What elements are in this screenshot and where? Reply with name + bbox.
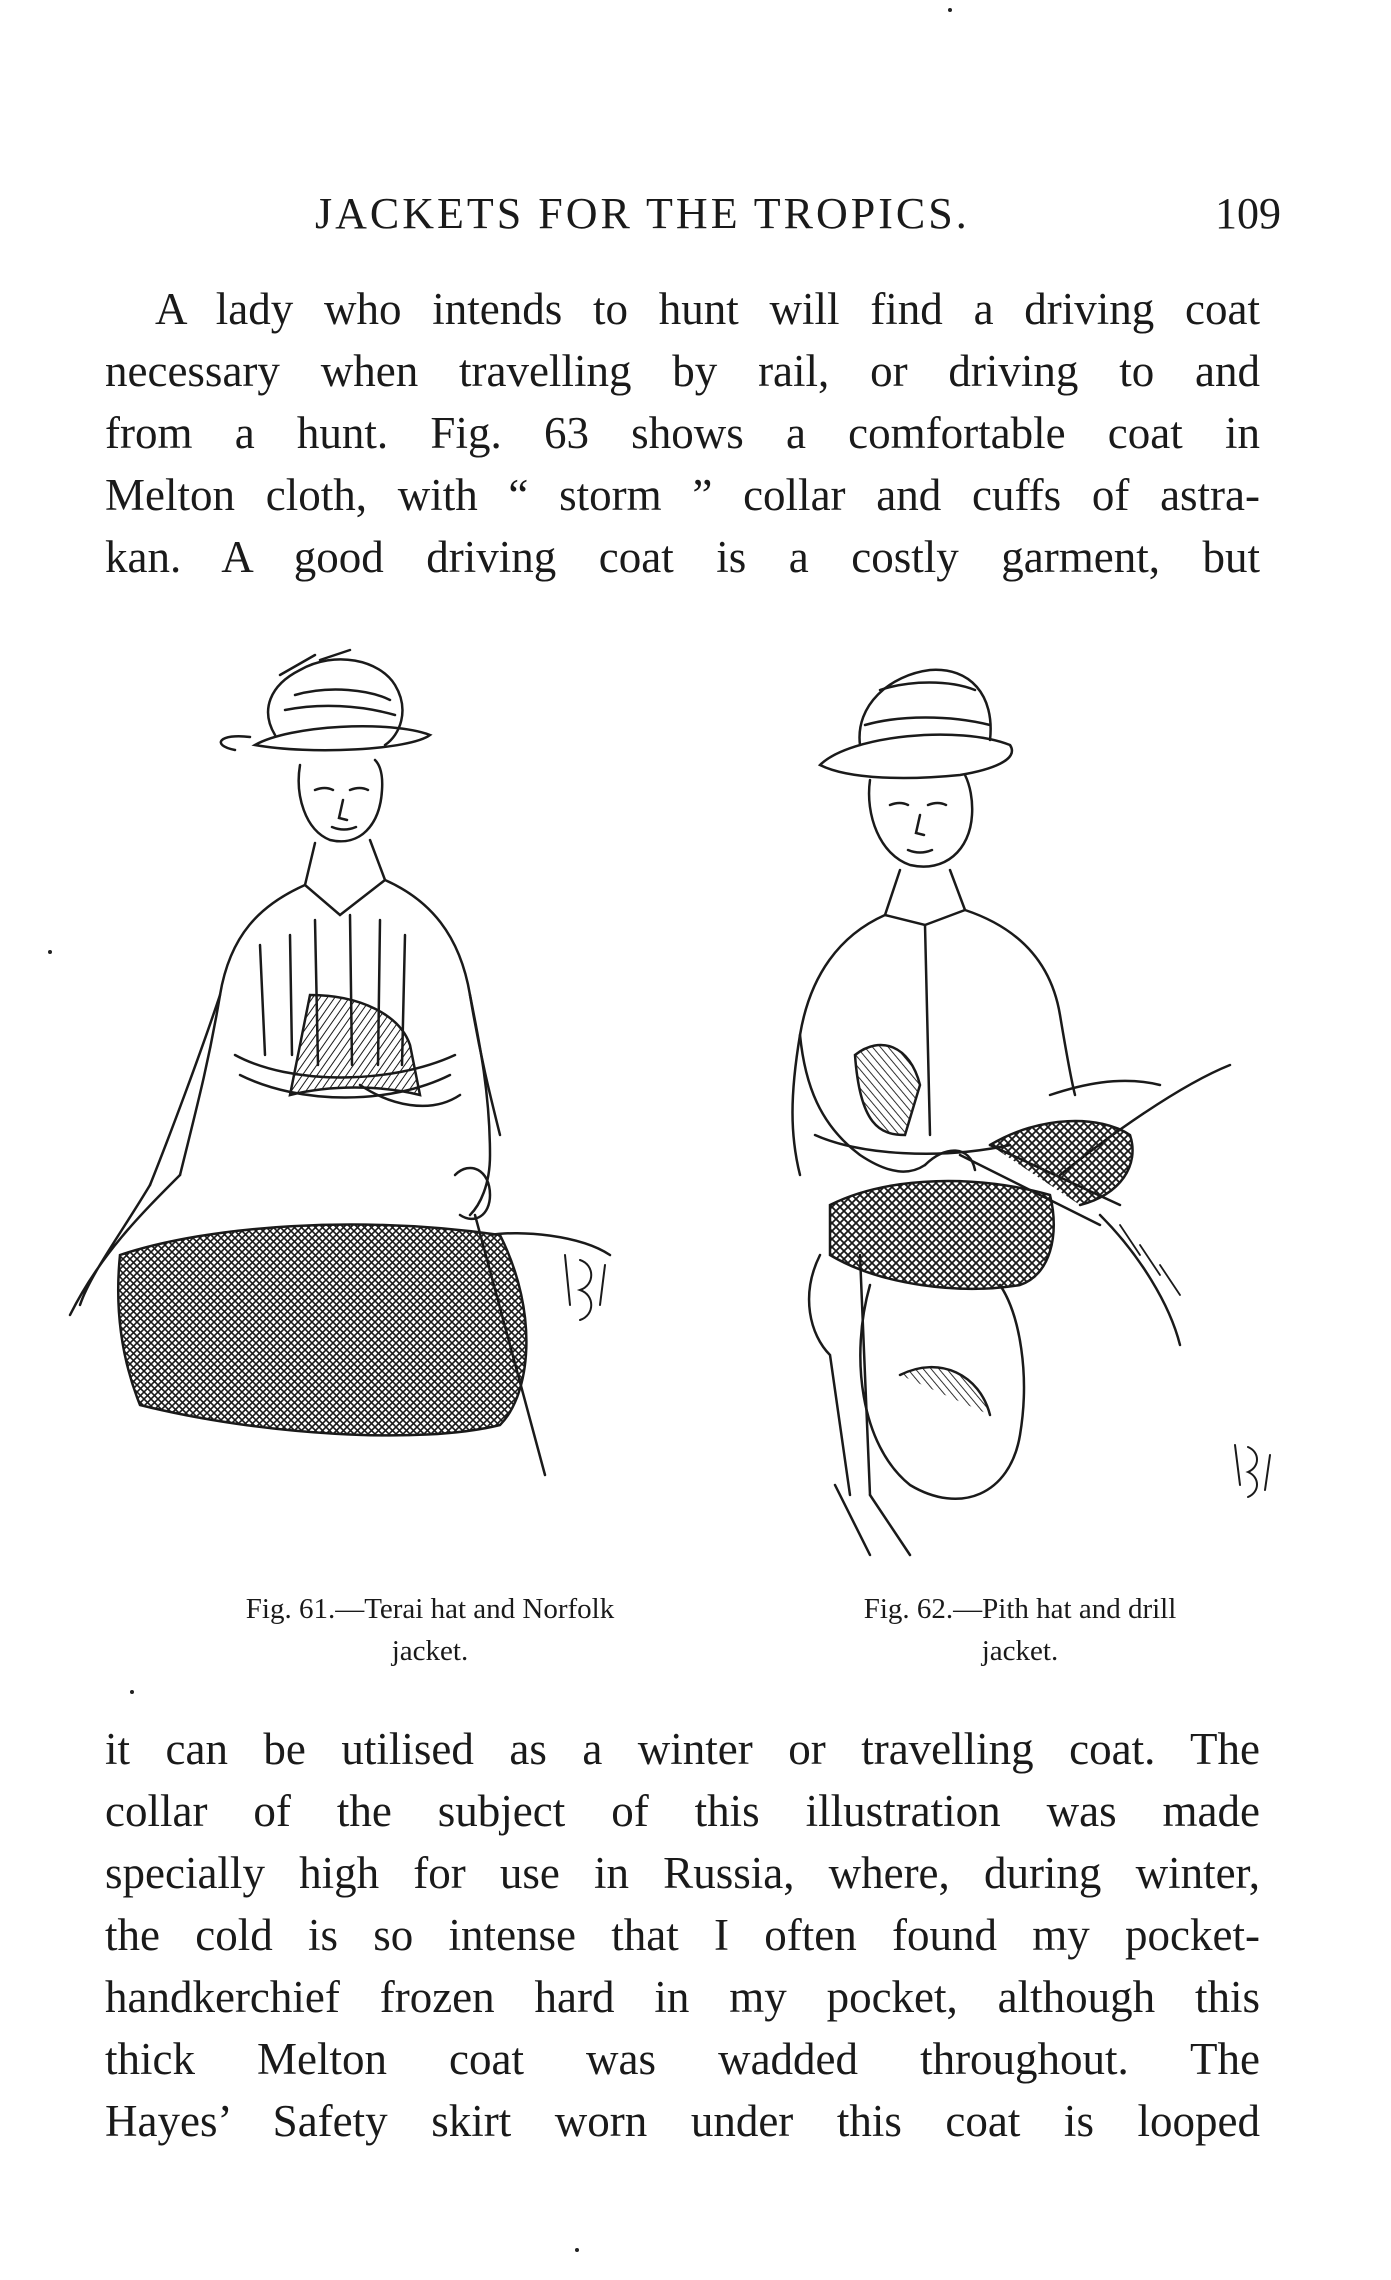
page-number: 109 — [1215, 189, 1281, 238]
running-head — [110, 188, 1281, 244]
text-line: collar of the subject of this illustration was made — [105, 1786, 1260, 1836]
text-line: A lady who intends to hunt will find a driving coat — [155, 284, 1260, 334]
text-line: kan. A good driving coat is a costly garment, but — [105, 532, 1260, 582]
figure-62-caption — [770, 1588, 1270, 1672]
caption-line: Fig. 61.—Terai hat and Norfolk — [245, 1593, 615, 1625]
text-line: it can be utilised as a winter or travelling coat. The — [105, 1724, 1260, 1774]
print-speck — [48, 950, 52, 954]
caption-line: jacket. — [391, 1635, 469, 1667]
text-line: necessary when travelling by rail, or driving to and — [105, 346, 1260, 396]
running-head-title: JACKETS FOR THE TROPICS. — [315, 189, 970, 238]
figure-61-illustration — [60, 615, 760, 1575]
text-line: Hayes’ Safety skirt worn under this coat is looped — [105, 2096, 1260, 2146]
text-line: the cold is so intense that I often found my pocket- — [105, 1910, 1260, 1960]
text-line: from a hunt. Fig. 63 shows a comfortable coat in — [105, 408, 1260, 458]
text-line: handkerchief frozen hard in my pocket, although this — [105, 1972, 1260, 2022]
pith-hat-drill-jacket-drawing — [760, 615, 1330, 1575]
caption-line: jacket. — [981, 1635, 1059, 1667]
print-speck — [948, 8, 952, 12]
caption-line: Fig. 62.—Pith hat and drill — [863, 1593, 1177, 1625]
text-line: Melton cloth, with “ storm ” collar and cuffs of astra- — [105, 470, 1260, 520]
text-line: specially high for use in Russia, where, during winter, — [105, 1848, 1260, 1898]
figure-61-caption — [150, 1588, 710, 1672]
print-speck — [575, 2248, 579, 2252]
paragraph-bottom — [105, 1718, 1260, 2152]
text-line: thick Melton coat was wadded throughout. The — [105, 2034, 1260, 2084]
paragraph-top — [105, 278, 1260, 588]
terai-hat-norfolk-jacket-drawing — [60, 615, 760, 1575]
figure-62-illustration — [760, 615, 1330, 1575]
print-speck — [130, 1690, 134, 1694]
